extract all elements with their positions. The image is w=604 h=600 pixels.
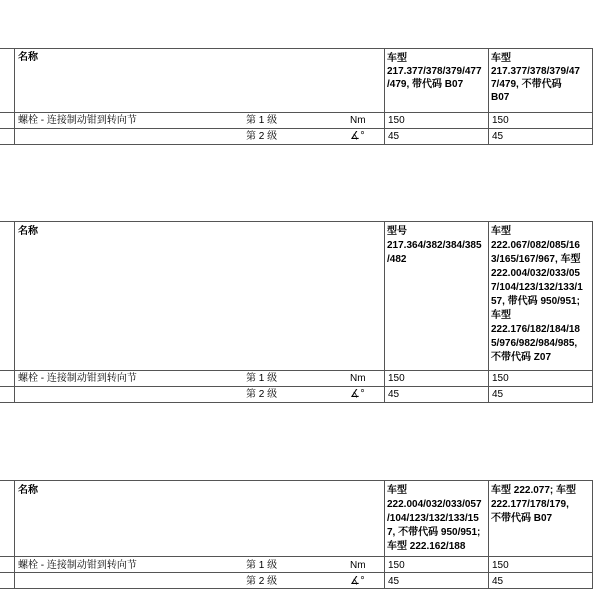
row-label: 螺栓 - 连接制动钳到转向节 (18, 373, 137, 384)
torque-table-1: 名称 车型 217.377/378/379/477 /479, 带代码 B07 车型 217.377/378/379/47 7/479, 不带代码 B07 螺栓 - 连接制动钳到转向节 第 1 级 Nm 150 150 第 2 级 ∡° 45 45 (0, 48, 604, 146)
stage-2-label: 第 2 级 (246, 389, 278, 400)
stage-2-label: 第 2 级 (246, 131, 278, 142)
value-stage-2-col-1: 45 (388, 131, 400, 142)
angle-unit-icon: ∡° (350, 130, 365, 142)
unit-nm: Nm (350, 115, 366, 126)
angle-unit-icon: ∡° (350, 388, 365, 400)
row-label: 螺栓 - 连接制动钳到转向节 (18, 115, 137, 126)
value-stage-2-col-2: 45 (492, 576, 504, 587)
value-stage-1-col-2: 150 (492, 560, 509, 571)
stage-1-label: 第 1 级 (246, 115, 278, 126)
value-stage-2-col-1: 45 (388, 576, 400, 587)
value-stage-2-col-2: 45 (492, 389, 504, 400)
stage-1-label: 第 1 级 (246, 373, 278, 384)
value-stage-2-col-2: 45 (492, 131, 504, 142)
angle-unit-icon: ∡° (350, 575, 365, 587)
value-stage-1-col-2: 150 (492, 373, 509, 384)
header-name: 名称 (18, 226, 38, 237)
value-stage-2-col-1: 45 (388, 389, 400, 400)
value-stage-1-col-1: 150 (388, 373, 405, 384)
unit-nm: Nm (350, 560, 366, 571)
header-name: 名称 (18, 52, 38, 63)
value-stage-1-col-2: 150 (492, 115, 509, 126)
row-label: 螺栓 - 连接制动钳到转向节 (18, 560, 137, 571)
stage-1-label: 第 1 级 (246, 560, 278, 571)
torque-table-3: 名称 车型 222.004/032/033/057 /104/123/132/133/15 7, 不带代码 950/951; 车型 222.162/188 车型 222.077; 车型 222.177/178/179, 不带代码 B07 螺栓 - 连接制动钳到转向节 第 1 级 Nm 150 150 第 2 级 ∡° 45 45 (0, 480, 604, 592)
value-stage-1-col-1: 150 (388, 115, 405, 126)
unit-nm: Nm (350, 373, 366, 384)
header-name: 名称 (18, 485, 38, 496)
value-stage-1-col-1: 150 (388, 560, 405, 571)
torque-table-2: 名称 型号 217.364/382/384/385 /482 车型 222.067/082/085/16 3/165/167/967, 车型 222.004/032/033/05 7/104/123/132/133/1 57, 带代码 950/951; 车型 222.176/182/184/18 5/976/982/984/985, 不带代码 Z07 螺栓 - 连接制动钳到转向节 第 1 级 Nm 150 150 第 2 级 ∡° 45 45 (0, 221, 604, 404)
stage-2-label: 第 2 级 (246, 576, 278, 587)
